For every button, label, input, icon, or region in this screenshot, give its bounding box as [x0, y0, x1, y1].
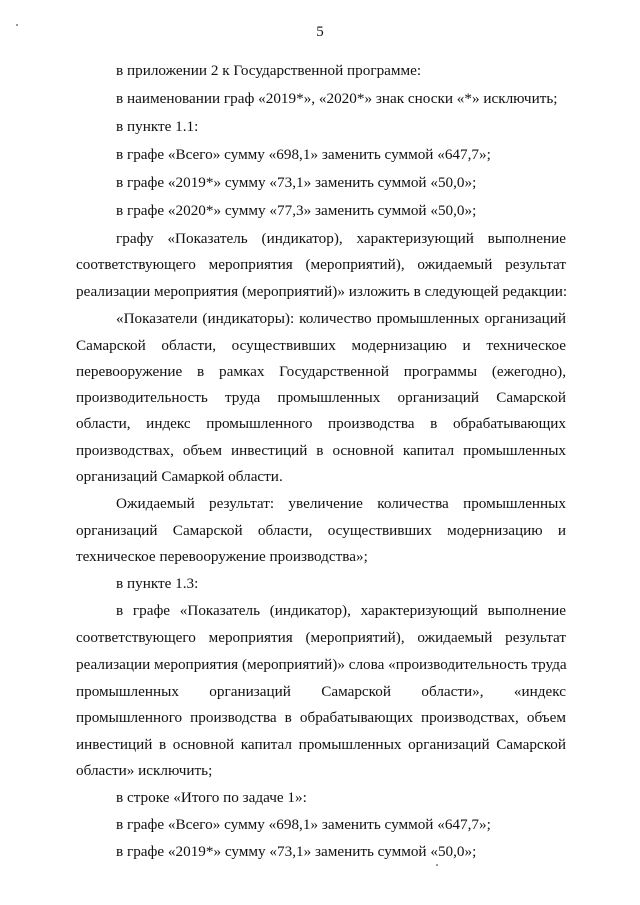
paragraph-line: области, индекс промышленного производства в обрабатывающих	[76, 415, 566, 432]
paragraph-line: инвестиций в основной капитал промышленных организаций Самарской	[76, 736, 566, 753]
paragraph-line: соответствующего мероприятия (мероприятий), ожидаемый результат	[76, 256, 566, 273]
paragraph-line: в строке «Итого по задаче 1»:	[116, 789, 307, 806]
paragraph-line: в графе «2019*» сумму «73,1» заменить суммой «50,0»;	[116, 843, 477, 860]
paragraph-line: перевооружение в рамках Государственной программы (ежегодно),	[76, 363, 566, 380]
paragraph-line: техническое перевооружение производства»;	[76, 548, 368, 565]
paragraph-line: в графе «Всего» сумму «698,1» заменить суммой «647,7»;	[116, 816, 491, 833]
paragraph-line: в графе «2020*» сумму «77,3» заменить суммой «50,0»;	[116, 202, 477, 219]
paragraph-line: в приложении 2 к Государственной программе:	[116, 62, 422, 79]
scan-speck	[436, 864, 438, 866]
paragraph-line: реализации мероприятия (мероприятий)» изложить в следующей редакции:	[76, 283, 568, 300]
paragraph-line: производствах, объем инвестиций в основной капитал промышленных	[76, 442, 566, 459]
paragraph-line: «Показатели (индикаторы): количество промышленных организаций	[116, 310, 566, 327]
page-number: 5	[316, 24, 324, 40]
paragraph-line: Самарской области, осуществивших модернизацию и техническое	[76, 337, 566, 354]
paragraph-line: промышленного производства в обрабатывающих производствах, объем	[76, 709, 566, 726]
paragraph-line: в графе «Показатель (индикатор), характеризующий выполнение	[116, 602, 566, 619]
paragraph-line: организаций Самарской области, осуществивших модернизацию и	[76, 522, 566, 539]
paragraph-line: промышленных организаций Самарской области», «индекс	[76, 683, 566, 700]
paragraph-line: организаций Самаркой области.	[76, 468, 283, 485]
paragraph-line: в пункте 1.3:	[116, 575, 199, 592]
paragraph-line: в графе «2019*» сумму «73,1» заменить суммой «50,0»;	[116, 174, 477, 191]
paragraph-line: производительность труда промышленных организаций Самарской	[76, 389, 566, 406]
paragraph-line: в графе «Всего» сумму «698,1» заменить суммой «647,7»;	[116, 146, 491, 163]
paragraph-line: области» исключить;	[76, 762, 213, 779]
paragraph-line: графу «Показатель (индикатор), характеризующий выполнение	[116, 230, 566, 247]
paragraph-line: в пункте 1.1:	[116, 118, 199, 135]
paragraph-line: реализации мероприятия (мероприятий)» слова «производительность труда	[76, 656, 567, 673]
paragraph-line: в наименовании граф «2019*», «2020*» знак сноски «*» исключить;	[116, 90, 558, 107]
paragraph-line: Ожидаемый результат: увеличение количества промышленных	[116, 495, 566, 512]
paragraph-line: соответствующего мероприятия (мероприятий), ожидаемый результат	[76, 629, 566, 646]
